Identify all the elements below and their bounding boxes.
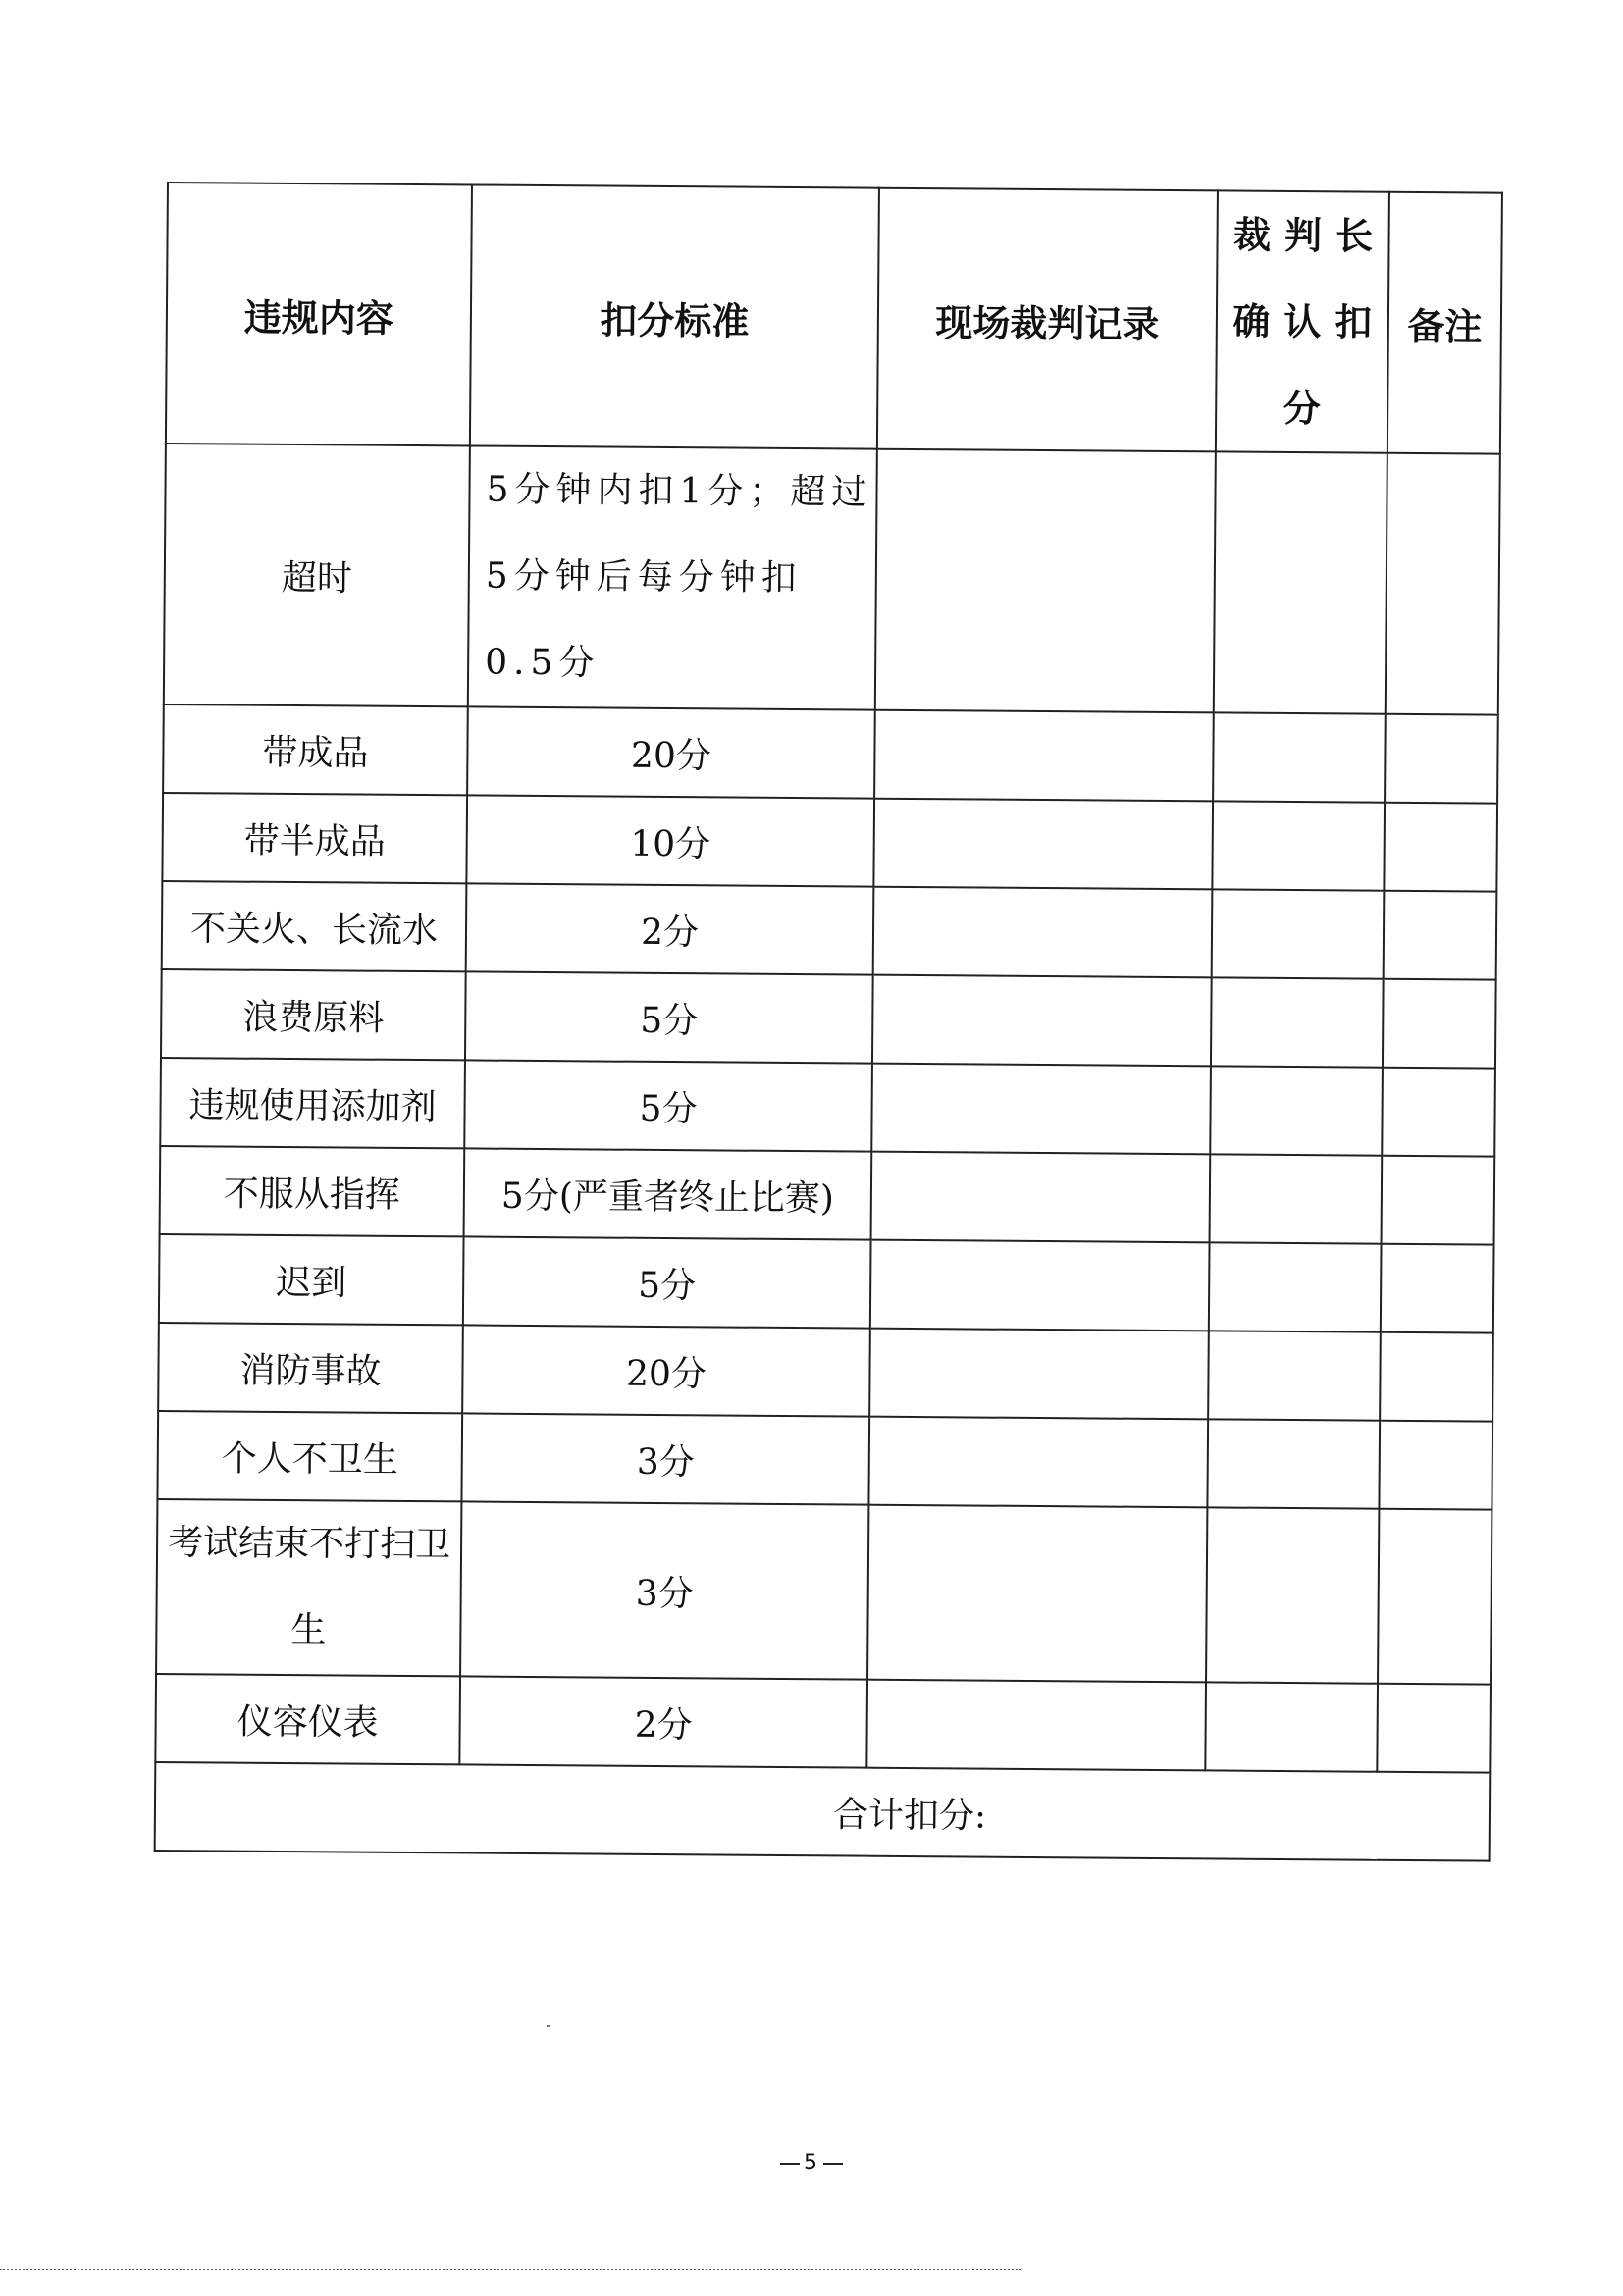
row-remark-cell[interactable] <box>1382 1156 1495 1245</box>
page-number <box>0 2151 1623 2175</box>
row-remark-cell[interactable] <box>1384 891 1497 980</box>
table-row <box>159 1234 1494 1333</box>
scan-speck <box>547 2025 550 2027</box>
row-content: 浪费原料 <box>161 969 466 1060</box>
total-row <box>155 1762 1491 1861</box>
header-remark: 备注 <box>1387 192 1502 454</box>
table-row <box>160 1058 1495 1157</box>
row-record-cell[interactable] <box>869 1329 1209 1420</box>
table-row <box>162 881 1497 980</box>
row-record-cell[interactable] <box>870 1240 1210 1331</box>
row-content: 超时 <box>164 444 470 706</box>
row-confirm-cell[interactable] <box>1208 1331 1381 1420</box>
row-remark-cell[interactable] <box>1381 1244 1494 1333</box>
deduction-table <box>154 182 1503 1862</box>
row-record-cell[interactable] <box>871 1064 1211 1155</box>
row-standard: 20分 <box>462 1325 870 1416</box>
row-remark-cell[interactable] <box>1378 1509 1492 1685</box>
table-row <box>163 704 1498 804</box>
row-content: 带半成品 <box>162 793 467 883</box>
row-remark-cell[interactable] <box>1383 979 1496 1069</box>
dash-right <box>823 2163 843 2165</box>
row-remark-cell[interactable] <box>1379 1421 1492 1510</box>
row-content: 违规使用添加剂 <box>160 1058 465 1148</box>
row-record-cell[interactable] <box>873 799 1213 890</box>
row-confirm-cell[interactable] <box>1212 889 1385 978</box>
row-standard: 5分钟内扣1分；超过5分钟后每分钟扣0.5分 <box>468 445 877 709</box>
row-standard: 2分 <box>466 883 874 974</box>
row-remark-cell[interactable] <box>1386 453 1500 715</box>
row-remark-cell[interactable] <box>1382 1068 1495 1157</box>
row-confirm-cell[interactable] <box>1209 1242 1382 1331</box>
row-standard: 5分 <box>464 1060 872 1151</box>
row-standard: 2分 <box>459 1676 867 1767</box>
row-standard: 20分 <box>467 706 875 798</box>
row-content: 迟到 <box>159 1234 464 1325</box>
row-record-cell[interactable] <box>871 1152 1211 1243</box>
table-row <box>161 969 1496 1069</box>
row-standard: 3分 <box>461 1413 869 1504</box>
row-record-cell[interactable] <box>874 710 1214 802</box>
row-confirm-cell[interactable] <box>1206 1507 1379 1683</box>
table-row <box>162 793 1497 892</box>
row-confirm-cell[interactable] <box>1207 1419 1380 1508</box>
row-standard: 5分(严重者终止比赛) <box>464 1148 872 1239</box>
header-record: 现场裁判记录 <box>877 188 1218 452</box>
row-content: 不服从指挥 <box>160 1146 465 1236</box>
row-confirm-cell[interactable] <box>1210 1154 1383 1243</box>
row-remark-cell[interactable] <box>1380 1332 1493 1422</box>
header-confirm: 裁判长确认扣分 <box>1216 190 1389 452</box>
row-record-cell[interactable] <box>875 449 1216 713</box>
header-content: 违规内容 <box>166 183 472 445</box>
total-deduction-label[interactable]: 合计扣分: <box>155 1762 1491 1861</box>
table-row <box>156 1499 1492 1685</box>
row-record-cell[interactable] <box>866 1680 1206 1771</box>
table-row <box>158 1323 1493 1422</box>
row-remark-cell[interactable] <box>1384 803 1497 892</box>
row-confirm-cell[interactable] <box>1211 977 1384 1067</box>
scan-edge-line <box>0 2269 1021 2270</box>
row-confirm-cell[interactable] <box>1212 801 1385 890</box>
row-confirm-cell[interactable] <box>1210 1066 1383 1155</box>
row-content: 消防事故 <box>158 1323 463 1413</box>
row-content: 不关火、长流水 <box>162 881 467 971</box>
row-record-cell[interactable] <box>872 975 1212 1067</box>
table-row <box>155 1674 1491 1773</box>
row-confirm-cell[interactable] <box>1205 1682 1378 1771</box>
row-confirm-cell[interactable] <box>1213 712 1386 802</box>
row-standard: 5分 <box>465 971 873 1063</box>
table-row <box>160 1146 1495 1245</box>
row-record-cell[interactable] <box>867 1505 1207 1683</box>
row-content: 带成品 <box>163 704 468 795</box>
row-remark-cell[interactable] <box>1385 714 1498 804</box>
deduction-table-wrap <box>154 182 1501 1862</box>
row-record-cell[interactable] <box>868 1417 1208 1508</box>
table-header-row <box>166 183 1502 454</box>
row-content: 考试结束不打扫卫生 <box>156 1499 461 1676</box>
header-standard: 扣分标准 <box>470 184 879 448</box>
table-row <box>164 444 1500 715</box>
page-number-value: 5 <box>804 2151 819 2175</box>
row-standard: 5分 <box>463 1236 871 1328</box>
table-row <box>157 1411 1492 1510</box>
row-standard: 3分 <box>460 1501 868 1679</box>
row-content: 个人不卫生 <box>157 1411 462 1501</box>
row-remark-cell[interactable] <box>1377 1684 1491 1773</box>
row-confirm-cell[interactable] <box>1214 451 1387 713</box>
row-content: 仪容仪表 <box>155 1674 460 1764</box>
dash-left <box>780 2163 800 2165</box>
row-standard: 10分 <box>466 795 874 886</box>
row-record-cell[interactable] <box>873 887 1213 978</box>
